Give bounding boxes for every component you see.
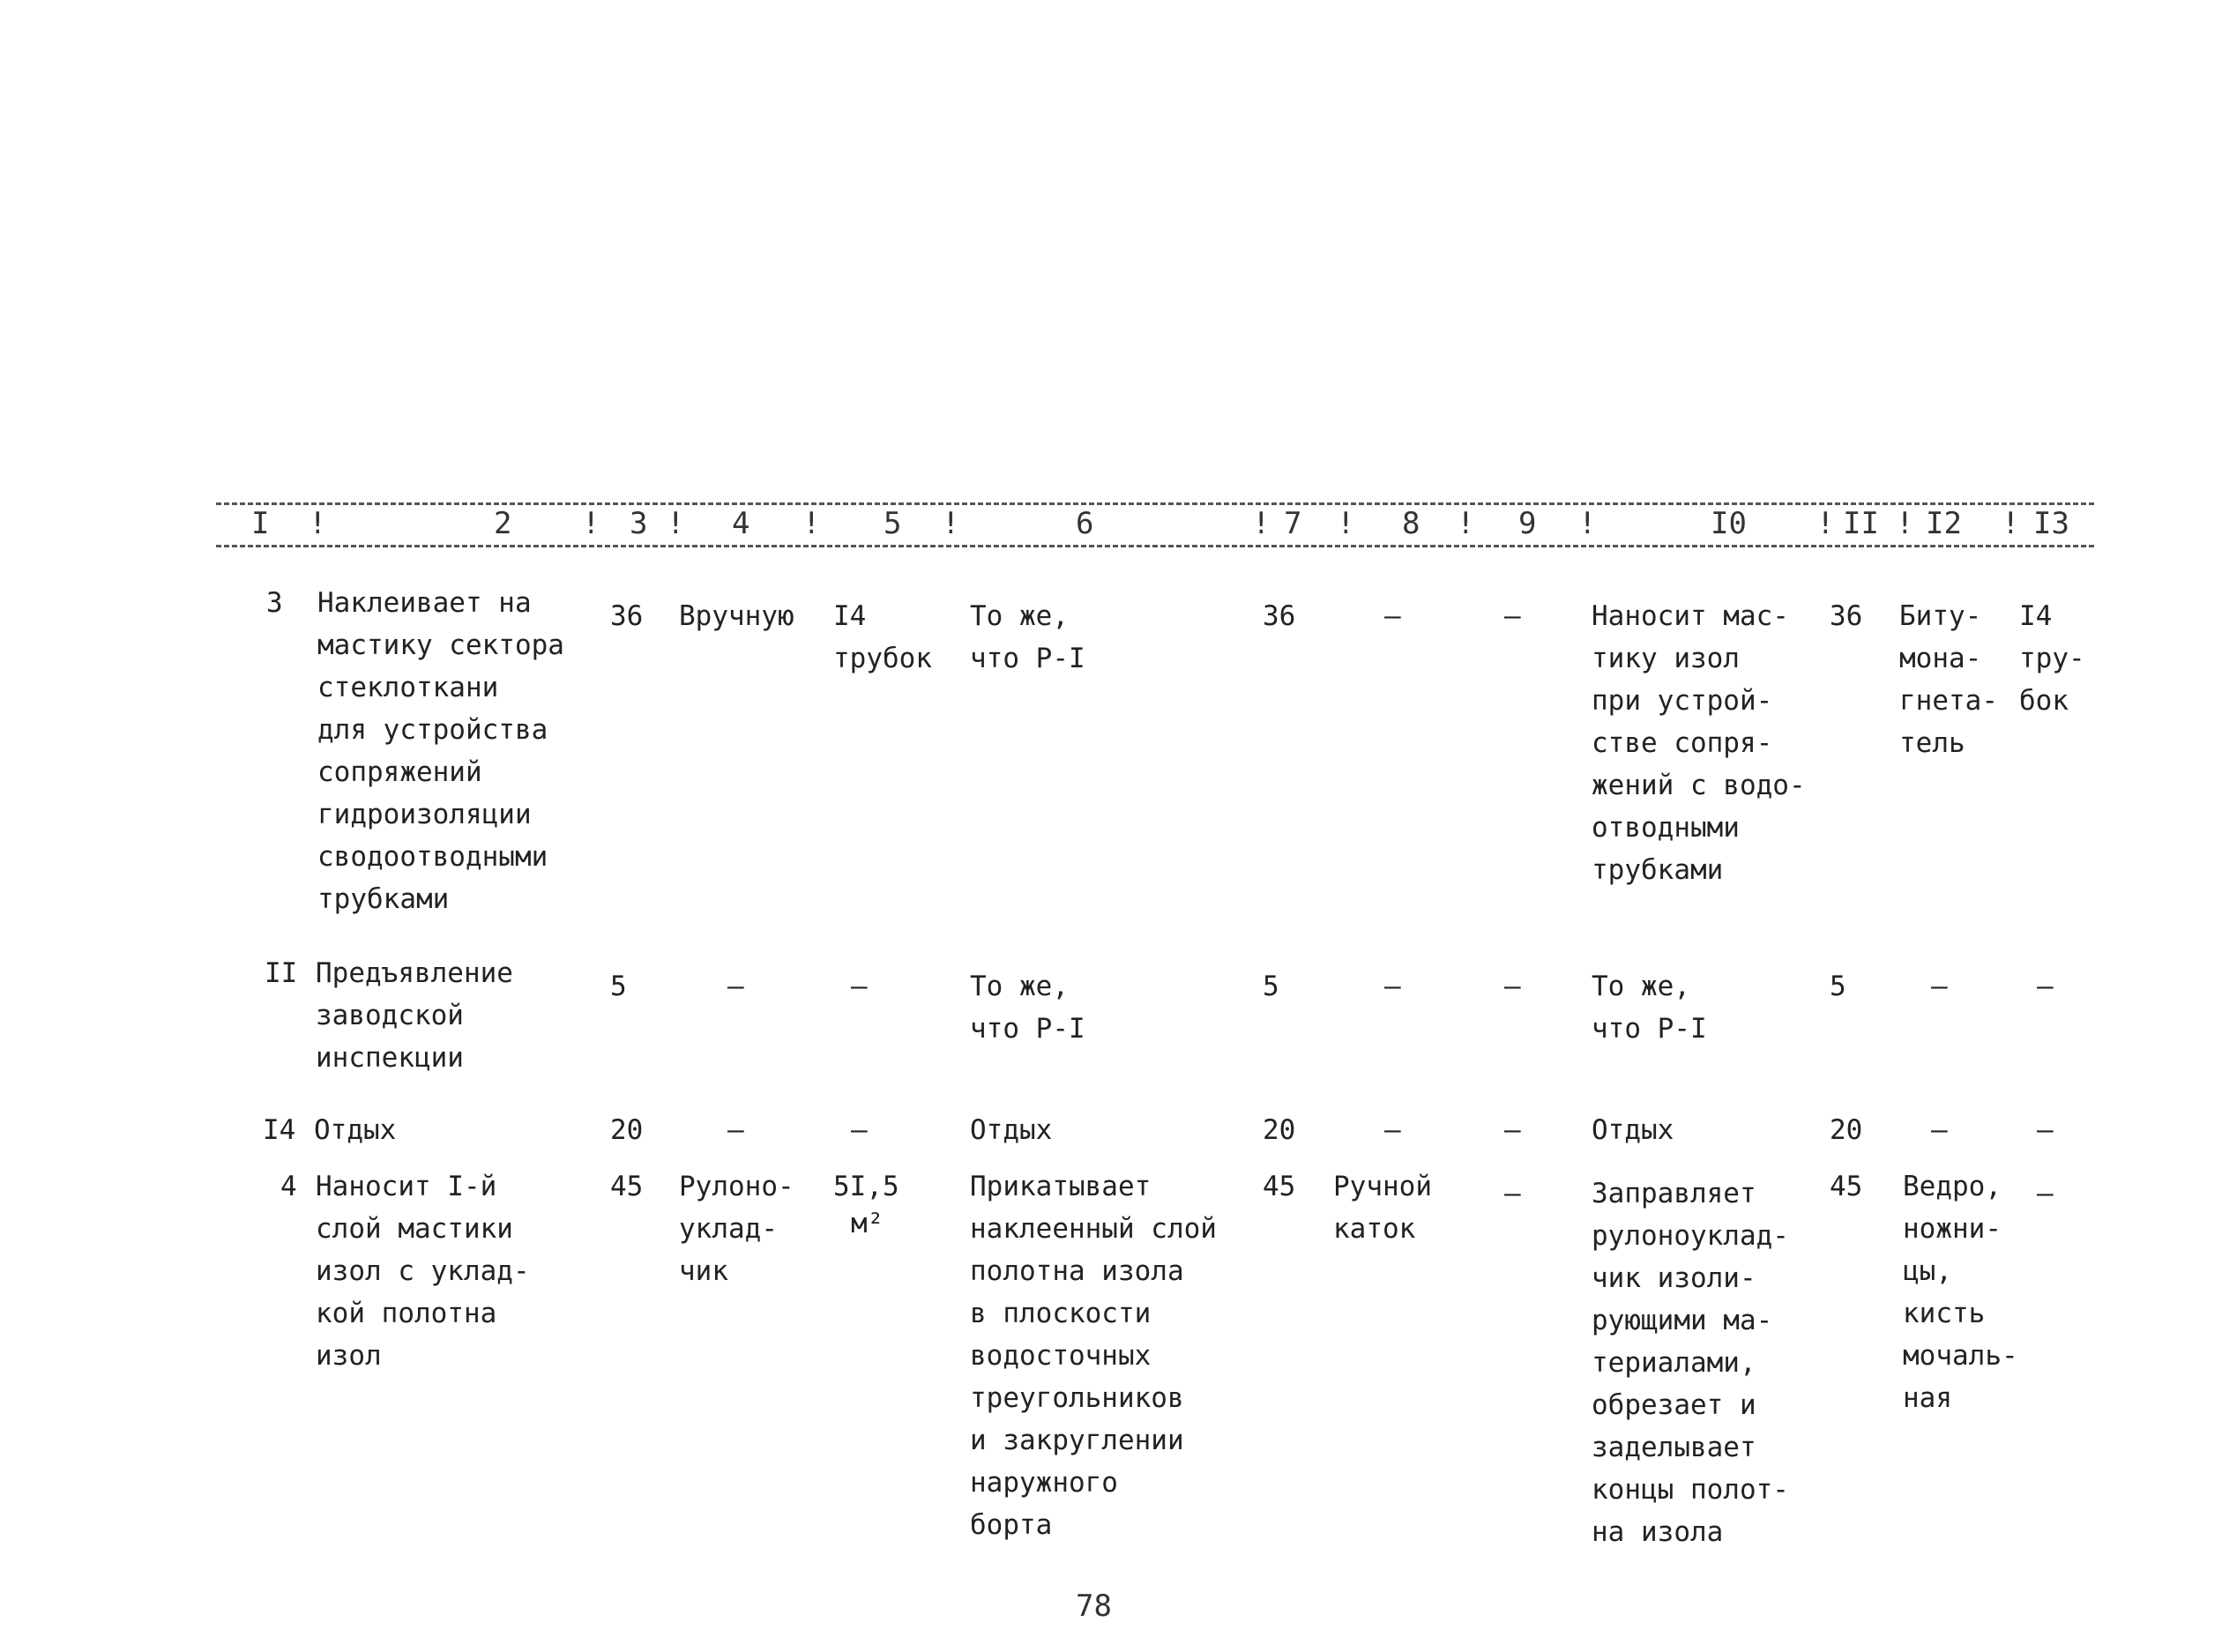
- operation-name: Отдых: [314, 1114, 397, 1146]
- row-number: 4: [280, 1171, 297, 1202]
- header-separator: !: [1816, 506, 1835, 541]
- cell-col-7: 36: [1263, 600, 1296, 632]
- operation-name: Наклеивает на мастику сектора стеклоткани для устройства сопряжений гидроизоляции сводоотводными трубками: [317, 587, 564, 915]
- header-separator: !: [1252, 506, 1271, 541]
- header-separator: !: [2002, 506, 2020, 541]
- row-number: 3: [266, 587, 283, 619]
- cell-col-12: –: [1931, 1114, 1948, 1146]
- cell-col-10: Отдых: [1592, 1114, 1674, 1146]
- header-separator: !: [1896, 506, 1914, 541]
- header-col-8: 8: [1402, 506, 1420, 541]
- cell-col-4: Вручную: [679, 600, 794, 632]
- cell-col-9: –: [1504, 1178, 1521, 1209]
- cell-col-5: 5I,5: [833, 1171, 899, 1202]
- cell-col-12: –: [1931, 971, 1948, 1002]
- cell-col-7: 20: [1263, 1114, 1296, 1146]
- cell-col-6: То же, что Р-I: [970, 600, 1085, 674]
- header-col-2: 2: [494, 506, 512, 541]
- cell-col-11: 36: [1830, 600, 1863, 632]
- header-separator: !: [802, 506, 821, 541]
- cell-col-9: –: [1504, 600, 1521, 632]
- cell-col-5: I4 трубок: [833, 600, 932, 674]
- cell-col-10: То же, что Р-I: [1592, 971, 1707, 1045]
- header-col-7: 7: [1284, 506, 1302, 541]
- row-number: II: [265, 957, 298, 989]
- header-bottom-rule: [216, 545, 2094, 547]
- header-col-1: I: [251, 506, 270, 541]
- cell-col-6: Отдых: [970, 1114, 1053, 1146]
- header-separator: !: [1578, 506, 1597, 541]
- cell-col-9: –: [1504, 1114, 1521, 1146]
- cell-col-4: –: [727, 1114, 744, 1146]
- cell-col-13: –: [2037, 1178, 2054, 1209]
- cell-col-3: 45: [610, 1171, 644, 1202]
- header-separator: !: [1337, 506, 1355, 541]
- cell-col-12: Ведро, ножни- цы, кисть мочаль- ная: [1903, 1171, 2018, 1414]
- cell-col-5-unit: м²: [851, 1208, 884, 1239]
- header-col-3: 3: [630, 506, 648, 541]
- header-separator: !: [582, 506, 600, 541]
- cell-col-13: I4 тру- бок: [2019, 600, 2085, 717]
- cell-col-8: –: [1384, 1114, 1401, 1146]
- cell-col-11: 45: [1830, 1171, 1863, 1202]
- cell-col-7: 45: [1263, 1171, 1296, 1202]
- header-separator: !: [309, 506, 327, 541]
- cell-col-3: 20: [610, 1114, 644, 1146]
- cell-col-13: –: [2037, 971, 2054, 1002]
- cell-col-3: 36: [610, 600, 644, 632]
- cell-col-9: –: [1504, 971, 1521, 1002]
- header-col-12: I2: [1926, 506, 1962, 541]
- header-col-13: I3: [2033, 506, 2069, 541]
- header-col-11: II: [1843, 506, 1879, 541]
- header-separator: !: [1457, 506, 1475, 541]
- header-separator: !: [667, 506, 685, 541]
- header-col-5: 5: [884, 506, 902, 541]
- cell-col-8: Ручной каток: [1333, 1171, 1432, 1245]
- header-col-4: 4: [732, 506, 750, 541]
- header-col-10: I0: [1711, 506, 1747, 541]
- cell-col-13: –: [2037, 1114, 2054, 1146]
- cell-col-8: –: [1384, 971, 1401, 1002]
- operation-name: Наносит I-й слой мастики изол с уклад- кой полотна изол: [316, 1171, 530, 1372]
- cell-col-12: Биту- мона- гнета- тель: [1899, 600, 1998, 759]
- cell-col-7: 5: [1263, 971, 1279, 1002]
- cell-col-10: Наносит мас- тику изол при устрой- стве сопря- жений с водо- отводными трубками: [1592, 600, 1806, 886]
- cell-col-5: –: [851, 971, 868, 1002]
- cell-col-3: 5: [610, 971, 627, 1002]
- cell-col-5: –: [851, 1114, 868, 1146]
- cell-col-11: 20: [1830, 1114, 1863, 1146]
- cell-col-11: 5: [1830, 971, 1846, 1002]
- header-col-9: 9: [1518, 506, 1537, 541]
- page-number: 78: [1076, 1589, 1112, 1624]
- cell-col-8: –: [1384, 600, 1401, 632]
- cell-col-6: Прикатывает наклеенный слой полотна изола в плоскости водосточных треугольников и закруглении наружного борта: [970, 1171, 1217, 1541]
- header-col-6: 6: [1076, 506, 1094, 541]
- cell-col-4: –: [727, 971, 744, 1002]
- operation-name: Предъявление заводской инспекции: [316, 957, 513, 1074]
- cell-col-6: То же, что Р-I: [970, 971, 1085, 1045]
- cell-col-4: Рулоно- уклад- чик: [679, 1171, 794, 1287]
- header-separator: !: [942, 506, 960, 541]
- cell-col-10: Заправляет рулоноуклад- чик изоли- рующими ма- териалами, обрезает и заделывает концы полот- на изола: [1592, 1178, 1789, 1548]
- row-number: I4: [263, 1114, 296, 1146]
